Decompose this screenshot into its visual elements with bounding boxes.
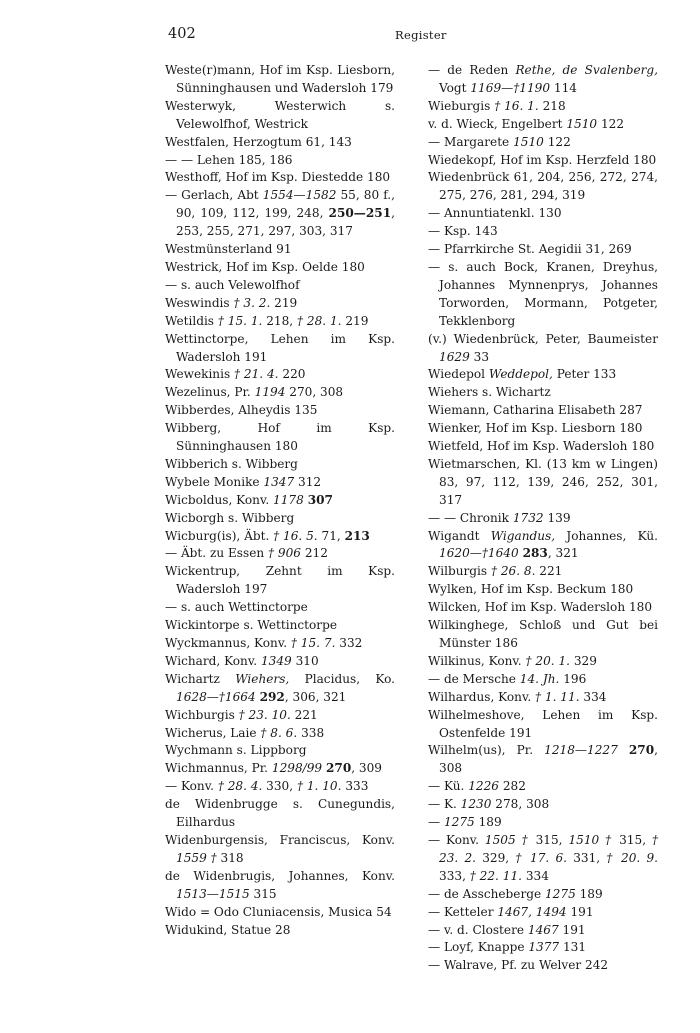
index-entry bbox=[428, 510, 658, 528]
entry-segment: Wilhelmeshove, Lehen im Ksp. Ostenfelde 191 bbox=[428, 707, 658, 740]
entry-segment: Weddepol, bbox=[488, 367, 553, 382]
index-entry bbox=[165, 169, 395, 187]
entry-segment: † 15. 7. bbox=[290, 636, 336, 650]
index-entry bbox=[428, 832, 658, 886]
entry-segment: Wiedepol bbox=[428, 367, 489, 382]
entry-segment: Wichartz bbox=[165, 671, 236, 686]
entry-segment: Wicboldus, Konv. bbox=[165, 492, 274, 507]
index-entry bbox=[165, 492, 395, 510]
entry-segment: Vogt bbox=[439, 80, 471, 95]
entry-segment: † 16. 1. bbox=[494, 98, 539, 113]
entry-segment: 1510 bbox=[566, 116, 598, 131]
index-entry bbox=[428, 742, 658, 778]
entry-segment: 1218—1227 bbox=[544, 743, 618, 758]
entry-segment: — s. auch Wettinctorpe bbox=[165, 600, 308, 615]
index-entry bbox=[428, 438, 658, 456]
index-entry bbox=[165, 510, 395, 528]
index-entry bbox=[428, 98, 658, 116]
index-entry bbox=[428, 205, 658, 223]
entry-segment: Westrick, Hof im Ksp. Oelde 180 bbox=[165, 259, 365, 274]
running-head: Register bbox=[395, 28, 447, 42]
entry-segment: † 22. 11. bbox=[469, 868, 522, 883]
entry-segment: , 321 bbox=[547, 546, 579, 561]
entry-segment: Wilhardus, Konv. bbox=[428, 689, 536, 704]
entry-segment: 114 bbox=[550, 80, 577, 95]
index-entry bbox=[165, 653, 395, 671]
entry-segment: 1275 bbox=[443, 815, 475, 830]
entry-segment: — Äbt. zu Essen bbox=[165, 546, 268, 561]
index-entry bbox=[428, 939, 658, 957]
entry-segment: Wilkinus, Konv. bbox=[428, 653, 526, 668]
entry-segment: Wigandt bbox=[428, 528, 491, 543]
entry-segment: Wewekinis bbox=[165, 367, 235, 382]
entry-segment: Widenburgensis, Franciscus, Konv. bbox=[165, 832, 395, 847]
entry-segment: Wylken, Hof im Ksp. Beckum 180 bbox=[428, 582, 634, 597]
index-entry bbox=[165, 134, 395, 152]
index-entry bbox=[428, 796, 658, 814]
entry-segment: Wyckmannus, Konv. bbox=[165, 636, 291, 650]
entry-segment: † 17. 6. bbox=[515, 850, 567, 865]
entry-segment: 218, bbox=[262, 313, 297, 328]
index-entry bbox=[428, 241, 658, 259]
entry-segment: 1377 bbox=[528, 940, 560, 955]
entry-segment: 213 bbox=[344, 528, 370, 543]
entry-segment: 1732 bbox=[512, 510, 544, 525]
entry-segment: Wilkinghege, Schloß und Gut bei Münster 186 bbox=[428, 618, 658, 650]
index-entry bbox=[165, 420, 395, 456]
index-entry bbox=[428, 814, 658, 832]
entry-segment: 1510 † bbox=[568, 832, 614, 847]
entry-segment: 1513—1515 bbox=[176, 886, 250, 901]
index-entry bbox=[165, 545, 395, 563]
entry-segment: 1620—†1640 bbox=[439, 546, 519, 561]
entry-segment: — Konv. bbox=[165, 779, 218, 794]
entry-segment bbox=[618, 743, 629, 757]
entry-segment: Wettinctorpe, Lehen im Ksp. Wadersloh 191 bbox=[165, 331, 395, 364]
entry-segment: Wilcken, Hof im Ksp. Wadersloh 180 bbox=[428, 600, 653, 615]
entry-segment: Wickintorpe s. Wettinctorpe bbox=[165, 618, 337, 633]
index-entry bbox=[428, 653, 658, 671]
entry-segment: 212 bbox=[300, 546, 328, 561]
index-entry bbox=[428, 259, 658, 331]
index-entry bbox=[428, 116, 658, 134]
entry-segment: Widukind, Statue 28 bbox=[165, 922, 291, 937]
index-entry bbox=[165, 528, 395, 546]
index-entry bbox=[428, 671, 658, 689]
index-entry bbox=[165, 725, 395, 743]
index-entry bbox=[428, 223, 658, 241]
index-entry bbox=[428, 134, 658, 152]
entry-segment: † 26. 8. bbox=[490, 564, 536, 579]
entry-segment: † 3. 2. bbox=[233, 295, 271, 310]
entry-segment: — s. auch Bock, Kranen, Dreyhus, Johannes Mynnenprys, Johannes Torworden, Mormann, Potgeter, Tekklenborg bbox=[428, 259, 658, 328]
entry-segment: † 15. 1. bbox=[217, 313, 263, 328]
index-entry bbox=[165, 832, 395, 868]
entry-segment: — bbox=[428, 815, 444, 830]
entry-segment: 1349 bbox=[260, 653, 292, 668]
entry-segment: Westfalen, Herzogtum 61, 143 bbox=[165, 134, 352, 149]
entry-segment: Wieburgis bbox=[428, 98, 495, 113]
entry-segment: 191 bbox=[558, 922, 586, 937]
entry-segment: 189 bbox=[474, 815, 502, 830]
entry-segment: — — Lehen 185, 186 bbox=[165, 152, 293, 167]
entry-segment: 282 bbox=[498, 779, 526, 794]
entry-segment: 329, bbox=[476, 850, 516, 865]
index-entry bbox=[165, 456, 395, 474]
entry-segment: — Pfarrkirche St. Aegidii 31, 269 bbox=[428, 242, 632, 257]
entry-segment: 55, 80 f., 90, 109, 112, 199, 248, bbox=[176, 188, 395, 221]
index-entry bbox=[165, 778, 395, 796]
entry-segment: 283 bbox=[522, 546, 548, 561]
index-entry bbox=[428, 420, 658, 438]
entry-segment: Weswindis bbox=[165, 295, 234, 310]
index-entry bbox=[428, 707, 658, 743]
index-column-right bbox=[428, 62, 658, 975]
index-entry bbox=[428, 617, 658, 653]
entry-segment: † 21. 4. bbox=[234, 367, 279, 382]
entry-segment: 122 bbox=[597, 116, 625, 131]
entry-segment: 318 bbox=[216, 850, 244, 865]
entry-segment: 218 bbox=[538, 98, 566, 113]
entry-segment: Wiehers, bbox=[235, 671, 290, 686]
entry-segment: Wiemann, Catharina Elisabeth 287 bbox=[428, 403, 643, 418]
entry-segment: de Widenbrugis, Johannes, Konv. bbox=[165, 868, 395, 883]
entry-segment: Wiedekopf, Hof im Ksp. Herzfeld 180 bbox=[428, 152, 657, 167]
entry-segment: — Annuntiatenkl. 130 bbox=[428, 206, 562, 221]
index-entry bbox=[165, 904, 395, 922]
entry-segment: 312 bbox=[294, 474, 322, 489]
index-entry bbox=[165, 760, 395, 778]
entry-segment: 1629 bbox=[439, 349, 470, 364]
entry-segment: Wichburgis bbox=[165, 707, 239, 722]
entry-segment: † 28. 4. bbox=[217, 779, 263, 794]
index-entry bbox=[428, 528, 658, 564]
entry-segment: , 253, 255, 271, 297, 303, 317 bbox=[176, 206, 395, 239]
entry-segment: Wiehers s. Wichartz bbox=[428, 385, 551, 400]
entry-segment: Wiedenbrück 61, 204, 256, 272, 274, 275, 276, 281, 294, 319 bbox=[428, 170, 658, 203]
entry-segment: 310 bbox=[291, 653, 319, 668]
entry-segment: Wicherus, Laie bbox=[165, 725, 261, 740]
entry-segment: 330, bbox=[262, 779, 297, 794]
index-entry bbox=[165, 599, 395, 617]
entry-segment: Wichmannus, Pr. bbox=[165, 761, 272, 776]
entry-segment: 1275 bbox=[544, 886, 576, 901]
entry-segment: 33 bbox=[469, 349, 490, 364]
entry-segment: † 20. 1. bbox=[525, 653, 571, 668]
index-entry bbox=[165, 671, 395, 707]
entry-segment: 1467 bbox=[527, 922, 559, 937]
entry-segment: 334 bbox=[579, 689, 607, 704]
entry-segment: — de Reden bbox=[428, 63, 516, 77]
entry-segment: 329 bbox=[570, 653, 597, 668]
entry-segment: Wicborgh s. Wibberg bbox=[165, 510, 295, 525]
entry-segment: Johannes, Kü. bbox=[555, 528, 658, 543]
entry-segment: Wilhelm(us), Pr. bbox=[428, 743, 545, 758]
entry-segment: † 8. 6. bbox=[260, 725, 298, 740]
entry-segment: 315, bbox=[529, 832, 569, 847]
entry-segment: v. d. Wieck, Engelbert bbox=[428, 116, 567, 131]
entry-segment: 71, bbox=[317, 528, 345, 543]
entry-segment: — Gerlach, Abt bbox=[165, 188, 263, 203]
entry-segment: 278, 308 bbox=[491, 797, 550, 812]
entry-segment: Wibberg, Hof im Ksp. Sünninghausen 180 bbox=[165, 421, 395, 454]
entry-segment: 1347 bbox=[263, 474, 295, 489]
entry-segment: Westhoff, Hof im Ksp. Diestedde 180 bbox=[165, 170, 391, 185]
entry-segment: † 20. 9. bbox=[606, 850, 658, 865]
entry-segment: Placidus, Ko. bbox=[289, 671, 395, 686]
index-entry bbox=[428, 384, 658, 402]
entry-segment: † 28. 1. bbox=[297, 313, 342, 328]
index-entry bbox=[165, 617, 395, 635]
entry-segment: Peter 133 bbox=[552, 367, 617, 382]
entry-segment: 250—251 bbox=[328, 206, 392, 221]
index-entry bbox=[165, 259, 395, 277]
entry-segment: Westerwyk, Westerwich s. Velewolfhof, Westrick bbox=[165, 98, 395, 131]
entry-segment: 1226 bbox=[468, 779, 499, 794]
entry-segment: † 1. 11. bbox=[535, 689, 580, 704]
entry-segment: — — Chronik bbox=[428, 510, 513, 525]
entry-segment: 1298/99 bbox=[271, 761, 323, 776]
entry-segment: Wichard, Konv. bbox=[165, 653, 261, 668]
entry-segment: Wibberich s. Wibberg bbox=[165, 456, 298, 471]
index-entry bbox=[165, 295, 395, 313]
entry-segment: 331, bbox=[567, 850, 607, 865]
entry-segment: — s. auch Velewolfhof bbox=[165, 277, 300, 292]
entry-segment: Wido = Odo Cluniacensis, Musica 54 bbox=[165, 904, 392, 919]
entry-segment: Wychmann s. Lippborg bbox=[165, 743, 307, 758]
entry-segment: Wybele Monike bbox=[165, 474, 264, 489]
entry-segment: † 906 bbox=[268, 546, 301, 561]
entry-segment: , 309 bbox=[351, 761, 383, 776]
index-entry bbox=[165, 707, 395, 725]
index-entry bbox=[165, 635, 395, 653]
entry-segment: Wigandus, bbox=[490, 528, 556, 543]
entry-segment: 315, bbox=[613, 832, 652, 847]
index-entry bbox=[165, 922, 395, 940]
entry-segment: Wietfeld, Hof im Ksp. Wadersloh 180 bbox=[428, 439, 655, 454]
index-entry bbox=[165, 152, 395, 170]
index-entry bbox=[165, 742, 395, 760]
index-entry bbox=[428, 689, 658, 707]
index-entry bbox=[165, 563, 395, 599]
entry-segment: — K. bbox=[428, 797, 461, 812]
index-entry bbox=[165, 868, 395, 904]
entry-segment: Rethe, de Svalenberg, bbox=[515, 63, 658, 77]
entry-segment: 1230 bbox=[460, 797, 492, 812]
entry-segment: 221 bbox=[290, 707, 318, 722]
entry-segment: Weste(r)mann, Hof im Ksp. Liesborn, Sünninghausen und Wadersloh 179 bbox=[165, 63, 395, 95]
entry-segment: 333 bbox=[341, 779, 369, 794]
entry-segment: — Kü. bbox=[428, 779, 469, 794]
index-entry bbox=[165, 187, 395, 241]
index-entry bbox=[428, 599, 658, 617]
entry-segment: , 308 bbox=[439, 743, 658, 776]
entry-segment: 332 bbox=[335, 636, 363, 650]
index-entry bbox=[428, 62, 658, 98]
index-entry bbox=[165, 384, 395, 402]
entry-segment: † 16. 5. bbox=[273, 528, 318, 543]
entry-segment: 219 bbox=[270, 295, 298, 310]
entry-segment: 270 bbox=[325, 761, 352, 776]
entry-segment: 220 bbox=[278, 367, 306, 382]
entry-segment: 1178 bbox=[273, 492, 304, 507]
index-entry bbox=[428, 402, 658, 420]
index-entry bbox=[165, 62, 395, 98]
index-entry bbox=[428, 366, 658, 384]
entry-segment: 334 bbox=[521, 868, 549, 883]
entry-segment: 219 bbox=[341, 313, 369, 328]
entry-segment: Wetildis bbox=[165, 313, 218, 328]
index-entry bbox=[428, 904, 658, 922]
entry-segment: 270, 308 bbox=[285, 385, 344, 400]
index-entry bbox=[428, 957, 658, 975]
index-entry bbox=[165, 313, 395, 331]
entry-segment: (v.) Wiedenbrück, Peter, Baumeister bbox=[428, 331, 658, 346]
page-number: 402 bbox=[168, 26, 196, 42]
entry-segment: Wibberdes, Alheydis 135 bbox=[165, 403, 318, 418]
index-entry bbox=[165, 796, 395, 832]
entry-segment: 189 bbox=[575, 886, 603, 901]
index-entry bbox=[165, 474, 395, 492]
index-entry bbox=[428, 152, 658, 170]
entry-segment: Wezelinus, Pr. bbox=[165, 385, 255, 400]
entry-segment: — Walrave, Pf. zu Welver 242 bbox=[428, 958, 609, 973]
entry-segment: — Loyf, Knappe bbox=[428, 940, 529, 955]
entry-segment: 1510 bbox=[513, 134, 544, 149]
entry-segment: 1169—†1190 bbox=[470, 80, 551, 95]
index-entry bbox=[165, 331, 395, 367]
entry-segment: Westmünsterland 91 bbox=[165, 242, 292, 257]
entry-segment: † 23. 2. bbox=[439, 832, 658, 865]
entry-segment: 333, bbox=[439, 868, 470, 883]
entry-segment: 1467, 1494 bbox=[497, 904, 567, 919]
entry-segment: — Margarete bbox=[428, 134, 514, 149]
entry-segment: 1559 † bbox=[176, 850, 217, 865]
entry-segment: 315 bbox=[249, 886, 277, 901]
index-entry bbox=[428, 922, 658, 940]
index-column-left bbox=[165, 62, 395, 939]
entry-segment: 1505 † bbox=[484, 832, 530, 847]
index-entry bbox=[428, 886, 658, 904]
entry-segment: 14. Jh. bbox=[519, 671, 560, 686]
index-entry bbox=[165, 98, 395, 134]
entry-segment: 122 bbox=[543, 134, 571, 149]
entry-segment: 292 bbox=[259, 689, 285, 704]
entry-segment: — Ksp. 143 bbox=[428, 224, 498, 239]
entry-segment: 196 bbox=[559, 671, 587, 686]
entry-segment: 191 bbox=[566, 904, 594, 919]
entry-segment: — Ketteler bbox=[428, 904, 498, 919]
entry-segment: Wietmarschen, Kl. (13 km w Lingen) 83, 97, 112, 139, 246, 252, 301, 317 bbox=[428, 456, 658, 507]
entry-segment: Wilburgis bbox=[428, 564, 491, 579]
index-entry bbox=[428, 169, 658, 205]
index-entry bbox=[165, 241, 395, 259]
index-entry bbox=[165, 277, 395, 295]
index-entry bbox=[165, 402, 395, 420]
entry-segment: 131 bbox=[559, 940, 587, 955]
entry-segment: — de Mersche bbox=[428, 671, 520, 686]
entry-segment: 270 bbox=[628, 743, 655, 758]
entry-segment: 307 bbox=[307, 492, 333, 507]
entry-segment: , 306, 321 bbox=[284, 689, 347, 704]
entry-segment: 1194 bbox=[254, 385, 286, 400]
index-entry bbox=[428, 581, 658, 599]
entry-segment: 1554—1582 bbox=[262, 188, 337, 203]
entry-segment: Wickentrup, Zehnt im Ksp. Wadersloh 197 bbox=[165, 564, 395, 597]
entry-segment: † 1. 10. bbox=[296, 779, 342, 794]
entry-segment: 338 bbox=[297, 725, 325, 740]
index-entry bbox=[165, 366, 395, 384]
index-entry bbox=[428, 778, 658, 796]
entry-segment: Wienker, Hof im Ksp. Liesborn 180 bbox=[428, 421, 643, 436]
entry-segment: — v. d. Clostere bbox=[428, 922, 528, 937]
entry-segment: de Widenbrugge s. Cunegundis, Eilhardus bbox=[165, 797, 395, 830]
index-entry bbox=[428, 456, 658, 510]
entry-segment: Wicburg(is), Äbt. bbox=[165, 528, 274, 543]
entry-segment: — Konv. bbox=[428, 832, 485, 847]
entry-segment: 1628—†1664 bbox=[176, 689, 256, 704]
entry-segment: † 23. 10. bbox=[238, 707, 291, 722]
entry-segment: 139 bbox=[543, 510, 571, 525]
entry-segment: 221 bbox=[535, 564, 563, 579]
entry-segment: — de Asscheberge bbox=[428, 886, 545, 901]
index-entry bbox=[428, 563, 658, 581]
index-entry bbox=[428, 331, 658, 367]
